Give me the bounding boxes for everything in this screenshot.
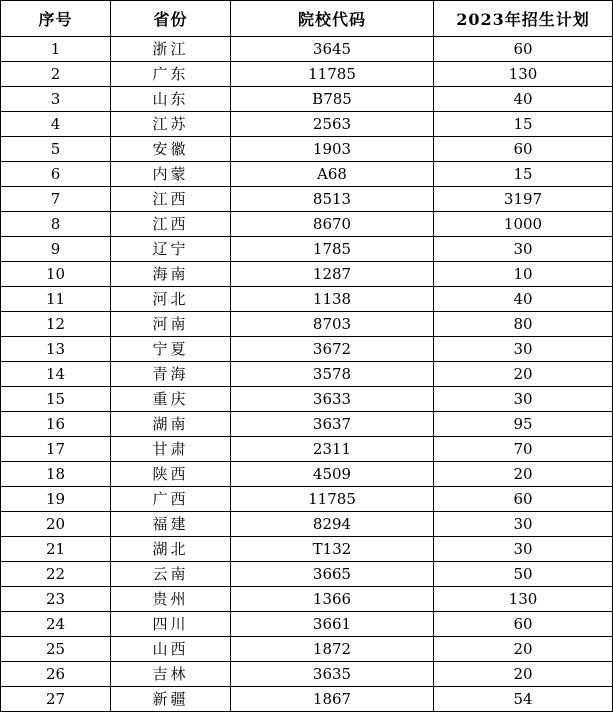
table-row <box>1 587 613 612</box>
cell-index: 5 <box>1 137 111 162</box>
cell-school-code: 8703 <box>231 312 434 337</box>
cell-province: 江西 <box>111 212 231 237</box>
cell-school-code: 1138 <box>231 287 434 312</box>
cell-school-code: 3578 <box>231 362 434 387</box>
table-row <box>1 262 613 287</box>
cell-index: 24 <box>1 612 111 637</box>
cell-school-code: 3635 <box>231 662 434 687</box>
cell-school-code: 1872 <box>231 637 434 662</box>
cell-school-code: 3633 <box>231 387 434 412</box>
table-row <box>1 187 613 212</box>
cell-province: 新疆 <box>111 687 231 712</box>
cell-enrollment-plan: 20 <box>434 662 613 687</box>
cell-index: 2 <box>1 62 111 87</box>
cell-enrollment-plan: 30 <box>434 387 613 412</box>
table-row <box>1 687 613 712</box>
table-row <box>1 487 613 512</box>
cell-enrollment-plan: 20 <box>434 462 613 487</box>
cell-school-code: 3645 <box>231 37 434 62</box>
cell-enrollment-plan: 70 <box>434 437 613 462</box>
cell-province: 山东 <box>111 87 231 112</box>
header-row <box>1 1 613 37</box>
cell-province: 甘肃 <box>111 437 231 462</box>
cell-enrollment-plan: 30 <box>434 537 613 562</box>
cell-index: 7 <box>1 187 111 212</box>
cell-index: 27 <box>1 687 111 712</box>
cell-index: 3 <box>1 87 111 112</box>
cell-index: 9 <box>1 237 111 262</box>
cell-province: 云南 <box>111 562 231 587</box>
cell-enrollment-plan: 95 <box>434 412 613 437</box>
cell-province: 重庆 <box>111 387 231 412</box>
cell-index: 8 <box>1 212 111 237</box>
cell-province: 广东 <box>111 62 231 87</box>
cell-province: 江西 <box>111 187 231 212</box>
cell-enrollment-plan: 40 <box>434 87 613 112</box>
table-row <box>1 237 613 262</box>
header-province: 省份 <box>111 1 231 37</box>
table-body <box>1 37 613 712</box>
cell-enrollment-plan: 30 <box>434 237 613 262</box>
cell-province: 安徽 <box>111 137 231 162</box>
cell-school-code: 8294 <box>231 512 434 537</box>
cell-school-code: 8513 <box>231 187 434 212</box>
table-row <box>1 612 613 637</box>
cell-province: 内蒙 <box>111 162 231 187</box>
table-row <box>1 362 613 387</box>
cell-school-code: 1903 <box>231 137 434 162</box>
cell-school-code: 4509 <box>231 462 434 487</box>
cell-enrollment-plan: 20 <box>434 637 613 662</box>
table-row <box>1 212 613 237</box>
cell-index: 18 <box>1 462 111 487</box>
cell-index: 17 <box>1 437 111 462</box>
cell-province: 海南 <box>111 262 231 287</box>
cell-province: 吉林 <box>111 662 231 687</box>
cell-enrollment-plan: 50 <box>434 562 613 587</box>
cell-enrollment-plan: 3197 <box>434 187 613 212</box>
cell-enrollment-plan: 15 <box>434 112 613 137</box>
cell-school-code: 2311 <box>231 437 434 462</box>
cell-province: 四川 <box>111 612 231 637</box>
cell-index: 12 <box>1 312 111 337</box>
cell-index: 6 <box>1 162 111 187</box>
cell-school-code: 3672 <box>231 337 434 362</box>
cell-school-code: T132 <box>231 537 434 562</box>
cell-province: 青海 <box>111 362 231 387</box>
cell-province: 福建 <box>111 512 231 537</box>
table-row <box>1 562 613 587</box>
cell-enrollment-plan: 30 <box>434 512 613 537</box>
cell-index: 15 <box>1 387 111 412</box>
cell-school-code: B785 <box>231 87 434 112</box>
table-row <box>1 387 613 412</box>
cell-school-code: 1785 <box>231 237 434 262</box>
cell-enrollment-plan: 1000 <box>434 212 613 237</box>
cell-enrollment-plan: 80 <box>434 312 613 337</box>
table-row <box>1 137 613 162</box>
cell-index: 21 <box>1 537 111 562</box>
cell-province: 河南 <box>111 312 231 337</box>
cell-enrollment-plan: 30 <box>434 337 613 362</box>
cell-province: 湖南 <box>111 412 231 437</box>
header-school-code: 院校代码 <box>231 1 434 37</box>
cell-index: 16 <box>1 412 111 437</box>
cell-province: 陕西 <box>111 462 231 487</box>
cell-enrollment-plan: 130 <box>434 587 613 612</box>
table-row <box>1 337 613 362</box>
cell-enrollment-plan: 40 <box>434 287 613 312</box>
cell-school-code: 3637 <box>231 412 434 437</box>
table-row <box>1 62 613 87</box>
cell-province: 山西 <box>111 637 231 662</box>
cell-school-code: 11785 <box>231 487 434 512</box>
table-row <box>1 37 613 62</box>
cell-enrollment-plan: 60 <box>434 37 613 62</box>
cell-index: 14 <box>1 362 111 387</box>
cell-enrollment-plan: 20 <box>434 362 613 387</box>
cell-province: 辽宁 <box>111 237 231 262</box>
table-row <box>1 87 613 112</box>
table-row <box>1 437 613 462</box>
cell-province: 贵州 <box>111 587 231 612</box>
cell-index: 4 <box>1 112 111 137</box>
cell-school-code: 8670 <box>231 212 434 237</box>
cell-enrollment-plan: 60 <box>434 612 613 637</box>
cell-index: 1 <box>1 37 111 62</box>
cell-enrollment-plan: 60 <box>434 137 613 162</box>
cell-school-code: 1366 <box>231 587 434 612</box>
table-row <box>1 312 613 337</box>
cell-school-code: A68 <box>231 162 434 187</box>
table-row <box>1 162 613 187</box>
cell-enrollment-plan: 15 <box>434 162 613 187</box>
cell-index: 11 <box>1 287 111 312</box>
cell-province: 广西 <box>111 487 231 512</box>
header-index: 序号 <box>1 1 111 37</box>
cell-school-code: 11785 <box>231 62 434 87</box>
cell-index: 25 <box>1 637 111 662</box>
cell-province: 宁夏 <box>111 337 231 362</box>
cell-enrollment-plan: 54 <box>434 687 613 712</box>
table-row <box>1 287 613 312</box>
cell-enrollment-plan: 60 <box>434 487 613 512</box>
table-row <box>1 512 613 537</box>
cell-index: 22 <box>1 562 111 587</box>
header-enrollment-plan: 2023年招生计划 <box>434 1 613 37</box>
cell-school-code: 1287 <box>231 262 434 287</box>
cell-province: 浙江 <box>111 37 231 62</box>
cell-index: 13 <box>1 337 111 362</box>
table-row <box>1 412 613 437</box>
cell-index: 26 <box>1 662 111 687</box>
cell-school-code: 3661 <box>231 612 434 637</box>
cell-index: 23 <box>1 587 111 612</box>
cell-index: 20 <box>1 512 111 537</box>
cell-school-code: 2563 <box>231 112 434 137</box>
table-row <box>1 662 613 687</box>
cell-index: 19 <box>1 487 111 512</box>
cell-school-code: 3665 <box>231 562 434 587</box>
cell-enrollment-plan: 10 <box>434 262 613 287</box>
cell-province: 湖北 <box>111 537 231 562</box>
table-row <box>1 537 613 562</box>
table-header <box>1 1 613 37</box>
table-row <box>1 637 613 662</box>
cell-school-code: 1867 <box>231 687 434 712</box>
table-row <box>1 112 613 137</box>
table-row <box>1 462 613 487</box>
cell-province: 江苏 <box>111 112 231 137</box>
cell-enrollment-plan: 130 <box>434 62 613 87</box>
cell-province: 河北 <box>111 287 231 312</box>
cell-index: 10 <box>1 262 111 287</box>
